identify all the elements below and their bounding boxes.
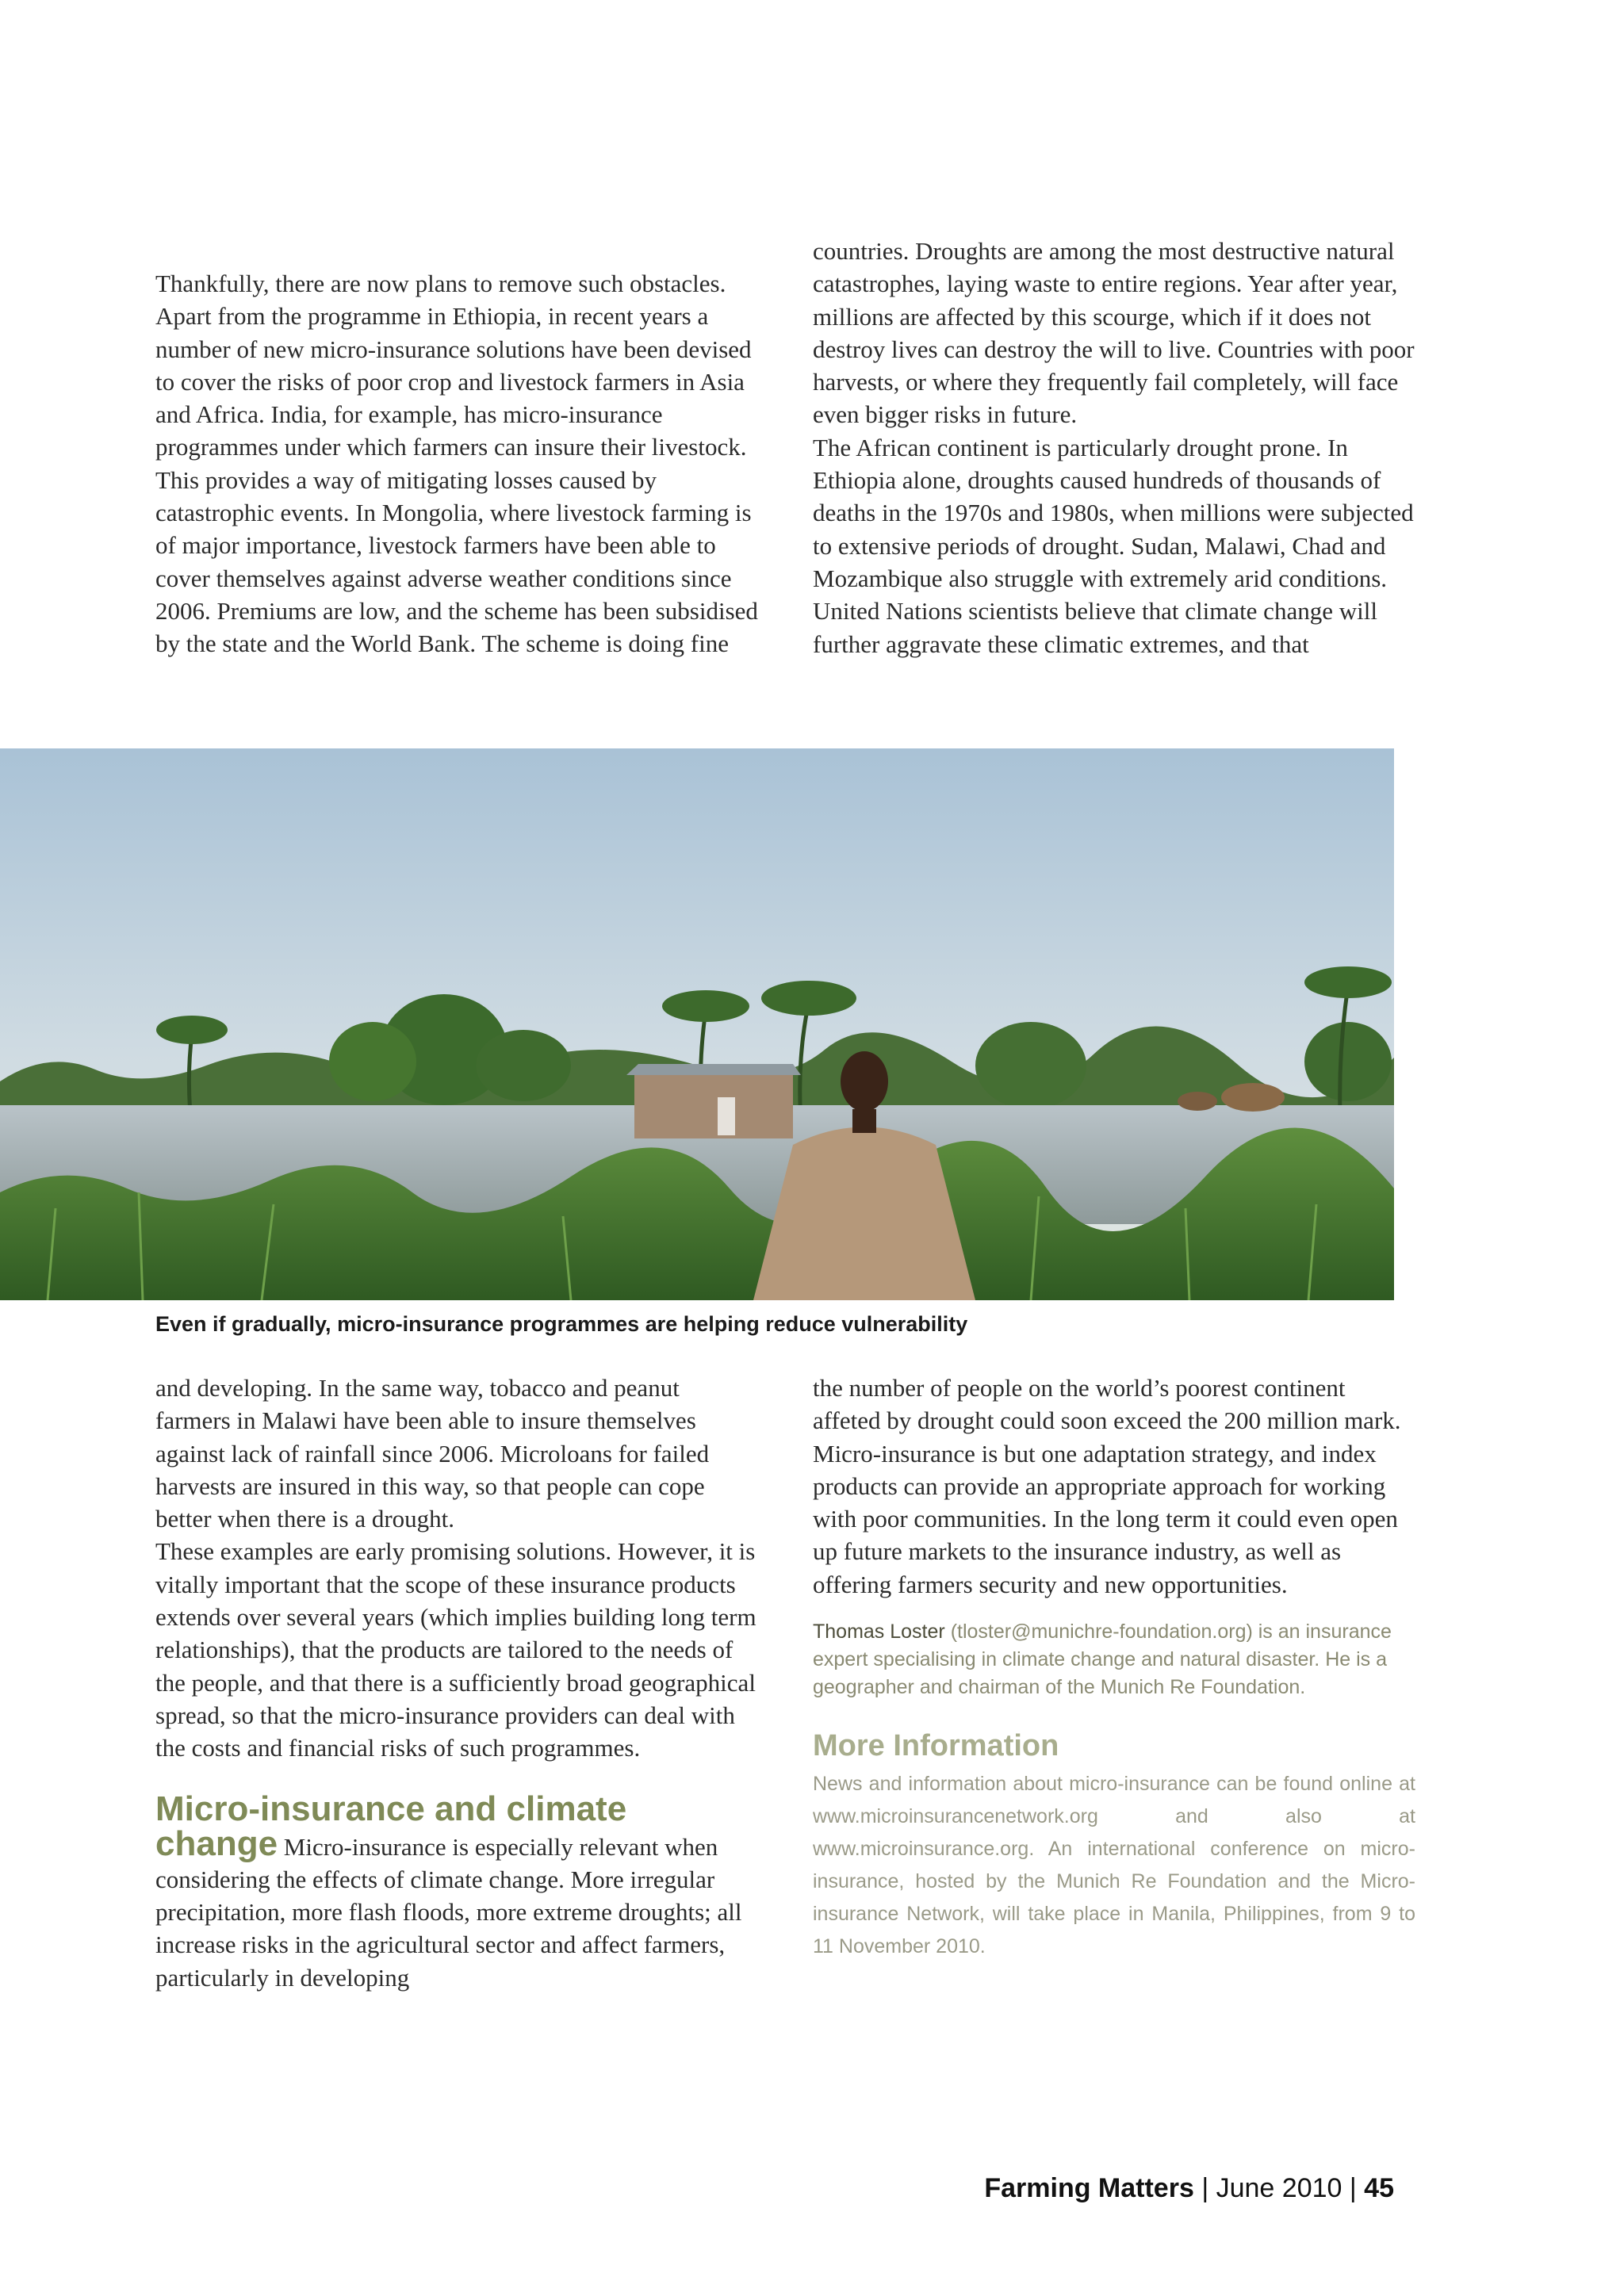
more-information-text: News and information about micro-insurance can be found online at www.microinsurancenetwork.org and also at www.microinsurance.org. An international conference on micro-insurance, hosted by the Munich Re Foundation and the Micro-insurance Network, will take place in Manila, Philippines, from 9 to 11 November 2010. — [813, 1773, 1415, 1958]
paragraph: the number of people on the world’s poorest continent affeted by drought could soon exceed the 200 million mark. — [813, 1374, 1401, 1435]
paragraph: These examples are early promising solutions. However, it is vitally important that the scope of these insurance products extends over several years (which implies building long term relationships), that the products are tailored to the needs of the people, and that there is a sufficiently broad geographical spread, so that the micro-insurance providers can deal with the costs and financial risks of such programmes. — [155, 1537, 756, 1762]
paragraph: Micro-insurance is but one adaptation strategy, and index products can provide an appropriate approach for working with poor communities. In the long term it could even open up future markets to the insurance industry, as well as offering farmers security and new opportunities. — [813, 1439, 1398, 1598]
section-heading-continued: change — [155, 1823, 278, 1863]
more-information-heading: More Information — [813, 1729, 1059, 1763]
section-text: Micro-insurance is especially relevant when considering the effects of climate change. More irregular precipitation, more flash floods, more extreme droughts; all increase risks in the agricultural sector and affect farmers, particularly in developing — [155, 1832, 742, 1992]
photo-caption: Even if gradually, micro-insurance programmes are helping reduce vulnerability — [155, 1312, 968, 1336]
author-bio — [813, 1618, 1415, 1701]
author-name: Thomas Loster — [813, 1621, 945, 1644]
footer-separator: | — [1349, 2173, 1357, 2203]
paragraph: countries. Droughts are among the most destructive natural catastrophes, laying waste to entire regions. Year after year, millions are affected by this scourge, which if it does not destroy lives can destroy the will to live. Countries with poor harvests, or where they frequently fail completely, will face even bigger risks in future. — [813, 237, 1415, 429]
paragraph: The African continent is particularly drought prone. In Ethiopia alone, droughts caused hundreds of thousands of deaths in the 1970s and 1980s, when millions were subjected to extensive periods of drought. Sudan, Malawi, Chad and Mozambique also struggle with extremely arid conditions. United Nations scientists believe that climate change will further aggravate these climatic extremes, and that — [813, 433, 1414, 658]
page-footer — [984, 2173, 1394, 2204]
section-heading: Micro-insurance and climate — [155, 1789, 627, 1828]
paragraph: and developing. In the same way, tobacco and peanut farmers in Malawi have been able to insure themselves against lack of rainfall since 2006. Microloans for failed harvests are insured in this way, so that people can cope better when there is a drought. — [155, 1374, 710, 1533]
magazine-name: Farming Matters — [984, 2173, 1194, 2203]
footer-separator: | — [1201, 2173, 1209, 2203]
top-right-column — [813, 235, 1415, 660]
page-number: 45 — [1364, 2173, 1394, 2203]
bottom-left-column — [155, 1372, 758, 1994]
bottom-right-column — [813, 1372, 1415, 1963]
section-micro-insurance-climate — [155, 1789, 758, 1994]
author-bio-text: (tloster@munichre-foundation.org) is an insurance expert specialising in climate change and natural disaster. He is a geographer and chairman of the Munich Re Foundation. — [813, 1621, 1392, 1699]
flood-photo — [0, 748, 1394, 1300]
top-left-column — [155, 267, 758, 660]
paragraph: Thankfully, there are now plans to remove such obstacles. Apart from the programme in Ethiopia, in recent years a number of new micro-insurance solutions have been devised to cover the risks of poor crop and livestock farmers in Asia and Africa. India, for example, has micro-insurance programmes under which farmers can insure their livestock. This provides a way of mitigating losses caused by catastrophic events. In Mongolia, where livestock farming is of major importance, livestock farmers have been able to cover themselves against adverse weather conditions since 2006. Premiums are low, and the scheme has been subsidised by the state and the World Bank. The scheme is doing fine — [155, 270, 758, 658]
issue-date: June 2010 — [1216, 2173, 1342, 2203]
